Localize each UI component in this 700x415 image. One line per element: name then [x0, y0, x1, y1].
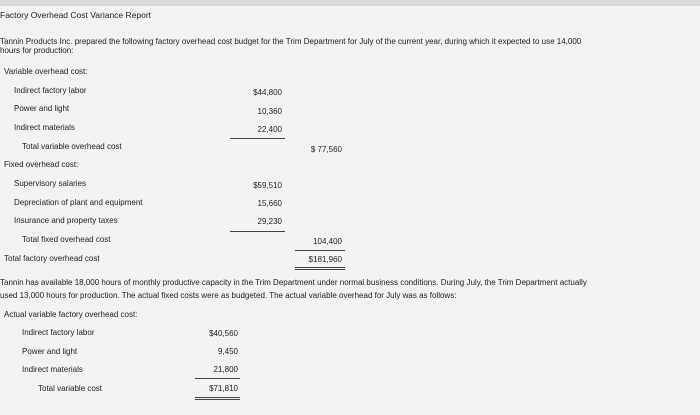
budget-variable-label-3: Indirect materials	[14, 123, 75, 132]
subtotal-rule	[230, 231, 285, 232]
total-fixed-label: Total fixed overhead cost	[22, 235, 111, 244]
total-variable-label: Total variable overhead cost	[22, 142, 122, 151]
total-variable-amount: $ 77,560	[310, 145, 342, 154]
top-band	[0, 0, 700, 6]
total-factory-amount: $181,960	[308, 255, 342, 264]
budget-variable-label-2: Power and light	[14, 104, 70, 113]
actual-total-label: Total variable cost	[38, 384, 103, 393]
double-rule-bottom	[295, 269, 345, 270]
variable-overhead-header: Variable overhead cost:	[4, 67, 88, 76]
actual-label-2: Power and light	[22, 347, 78, 356]
actual-label-1: Indirect factory labor	[22, 328, 95, 337]
budget-fixed-amount-3: 29,230	[257, 217, 282, 226]
actual-double-rule-top	[195, 397, 240, 398]
actual-amount-1: $40,560	[209, 329, 238, 338]
para2-line-1: Tannin has available 18,000 hours of monthly productive capacity in the Trim Department under normal business conditions. During July, the Trim Department actually	[0, 278, 587, 287]
subtotal-rule	[230, 138, 285, 139]
actual-double-rule-bottom	[195, 399, 240, 400]
total-rule	[295, 250, 345, 251]
actual-subtotal-rule	[195, 378, 240, 379]
double-rule-top	[295, 267, 345, 268]
budget-fixed-label-1: Supervisory salaries	[14, 179, 87, 188]
actual-variable-header: Actual variable factory overhead cost:	[4, 310, 138, 319]
budget-fixed-amount-1: $59,510	[253, 181, 282, 190]
para2-line-2: used 13,000 hours for production. The actual fixed costs were as budgeted. The actual variable overhead for July was as follows:	[0, 291, 457, 300]
budget-fixed-amount-2: 15,660	[257, 199, 282, 208]
budget-fixed-label-2: Depreciation of plant and equipment	[14, 198, 143, 207]
budget-variable-amount-2: 10,360	[257, 107, 282, 116]
budget-fixed-label-3: Insurance and property taxes	[14, 216, 118, 225]
budget-variable-amount-3: 22,400	[257, 125, 282, 134]
total-fixed-amount: 104,400	[313, 237, 342, 246]
actual-label-3: Indirect materials	[22, 365, 83, 374]
budget-variable-label-1: Indirect factory labor	[14, 86, 87, 95]
report-title: Factory Overhead Cost Variance Report	[0, 10, 152, 20]
intro-line-2: hours for production:	[0, 46, 74, 55]
intro-line-1: Tannin Products Inc. prepared the following factory overhead cost budget for the Trim Department for July of the current year, during which it expected to use 14,000	[0, 37, 582, 46]
actual-total-amount: $71,810	[209, 384, 238, 393]
budget-variable-amount-1: $44,800	[253, 88, 282, 97]
actual-amount-3: 21,800	[213, 365, 238, 374]
total-factory-label: Total factory overhead cost	[4, 254, 100, 263]
fixed-overhead-header: Fixed overhead cost:	[4, 160, 79, 169]
actual-amount-2: 9,450	[217, 347, 238, 356]
